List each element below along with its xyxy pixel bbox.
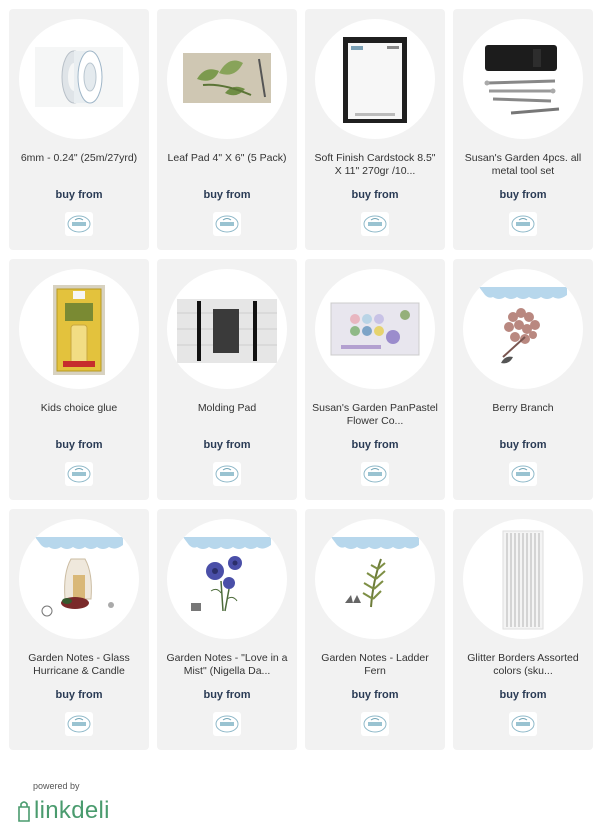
product-card[interactable] xyxy=(453,509,593,750)
berry-branch-die-image xyxy=(463,269,583,389)
buy-from-link[interactable]: buy from xyxy=(351,189,399,201)
glitter-borders-image xyxy=(463,519,583,639)
buy-from-link[interactable]: buy from xyxy=(55,689,103,701)
product-title: Susan's Garden 4pcs. all metal tool set xyxy=(464,152,582,177)
product-card[interactable] xyxy=(157,9,297,250)
retailer-logo[interactable] xyxy=(361,212,389,236)
retailer-logo[interactable] xyxy=(361,462,389,486)
product-title: Garden Notes - Glass Hurricane & Candle xyxy=(28,652,130,677)
product-title: Kids choice glue xyxy=(40,402,118,414)
product-title: Garden Notes - "Love in a Mist" (Nigella Da... xyxy=(166,652,288,677)
product-title: Garden Notes - Ladder Fern xyxy=(321,652,429,677)
product-image[interactable] xyxy=(19,19,139,139)
tape-roll-image xyxy=(19,19,139,139)
retailer-logo[interactable] xyxy=(213,212,241,236)
retailer-logo-icon xyxy=(511,714,535,734)
product-title: Susan's Garden PanPastel Flower Co... xyxy=(312,402,438,427)
product-card[interactable] xyxy=(157,509,297,750)
product-image[interactable] xyxy=(463,519,583,639)
leaf-pad-image xyxy=(167,19,287,139)
molding-pad-image xyxy=(167,269,287,389)
product-grid xyxy=(9,9,592,750)
product-image[interactable] xyxy=(19,519,139,639)
buy-from-link[interactable]: buy from xyxy=(499,439,547,451)
retailer-logo-icon xyxy=(67,214,91,234)
retailer-logo-icon xyxy=(363,714,387,734)
retailer-logo-icon xyxy=(363,214,387,234)
shopping-bag-icon xyxy=(16,799,32,823)
retailer-logo-icon xyxy=(67,464,91,484)
cardstock-image xyxy=(315,19,435,139)
retailer-logo[interactable] xyxy=(213,462,241,486)
retailer-logo-icon xyxy=(215,214,239,234)
buy-from-link[interactable]: buy from xyxy=(499,689,547,701)
retailer-logo[interactable] xyxy=(509,462,537,486)
buy-from-link[interactable]: buy from xyxy=(55,189,103,201)
buy-from-link[interactable]: buy from xyxy=(203,689,251,701)
product-image[interactable] xyxy=(463,269,583,389)
product-image[interactable] xyxy=(315,19,435,139)
retailer-logo-icon xyxy=(215,464,239,484)
retailer-logo-icon xyxy=(363,464,387,484)
retailer-logo[interactable] xyxy=(361,712,389,736)
retailer-logo-icon xyxy=(511,464,535,484)
retailer-logo-icon xyxy=(511,214,535,234)
retailer-logo-icon xyxy=(215,714,239,734)
buy-from-link[interactable]: buy from xyxy=(55,439,103,451)
product-image[interactable] xyxy=(167,269,287,389)
product-title: Glitter Borders Assorted colors (sku... xyxy=(467,652,579,677)
tool-set-image xyxy=(463,19,583,139)
product-image[interactable] xyxy=(19,269,139,389)
product-card[interactable] xyxy=(157,259,297,500)
retailer-logo[interactable] xyxy=(509,712,537,736)
product-image[interactable] xyxy=(315,269,435,389)
product-card[interactable] xyxy=(453,9,593,250)
product-image[interactable] xyxy=(167,519,287,639)
buy-from-link[interactable]: buy from xyxy=(203,189,251,201)
retailer-logo[interactable] xyxy=(65,212,93,236)
powered-by-label: powered by xyxy=(33,781,80,791)
panpastel-kit-image xyxy=(315,269,435,389)
product-card[interactable] xyxy=(305,509,445,750)
product-title: Molding Pad xyxy=(197,402,257,414)
product-card[interactable] xyxy=(9,259,149,500)
product-card[interactable] xyxy=(305,259,445,500)
linkdeli-logo[interactable] xyxy=(16,795,110,823)
product-card[interactable] xyxy=(305,9,445,250)
product-title: 6mm - 0.24" (25m/27yrd) xyxy=(20,152,138,164)
product-title: Soft Finish Cardstock 8.5" X 11" 270gr /10... xyxy=(314,152,436,177)
hurricane-die-image xyxy=(19,519,139,639)
product-title: Leaf Pad 4" X 6" (5 Pack) xyxy=(167,152,287,164)
brand-name: linkdeli xyxy=(34,797,110,824)
fern-die-image xyxy=(315,519,435,639)
product-image[interactable] xyxy=(315,519,435,639)
product-title: Berry Branch xyxy=(492,402,554,414)
glue-tube-image xyxy=(19,269,139,389)
retailer-logo[interactable] xyxy=(65,462,93,486)
retailer-logo[interactable] xyxy=(509,212,537,236)
product-card[interactable] xyxy=(9,509,149,750)
retailer-logo[interactable] xyxy=(213,712,241,736)
product-card[interactable] xyxy=(453,259,593,500)
buy-from-link[interactable]: buy from xyxy=(499,189,547,201)
product-image[interactable] xyxy=(167,19,287,139)
buy-from-link[interactable]: buy from xyxy=(203,439,251,451)
buy-from-link[interactable]: buy from xyxy=(351,439,399,451)
product-image[interactable] xyxy=(463,19,583,139)
nigella-die-image xyxy=(167,519,287,639)
retailer-logo-icon xyxy=(67,714,91,734)
retailer-logo[interactable] xyxy=(65,712,93,736)
product-card[interactable] xyxy=(9,9,149,250)
buy-from-link[interactable]: buy from xyxy=(351,689,399,701)
